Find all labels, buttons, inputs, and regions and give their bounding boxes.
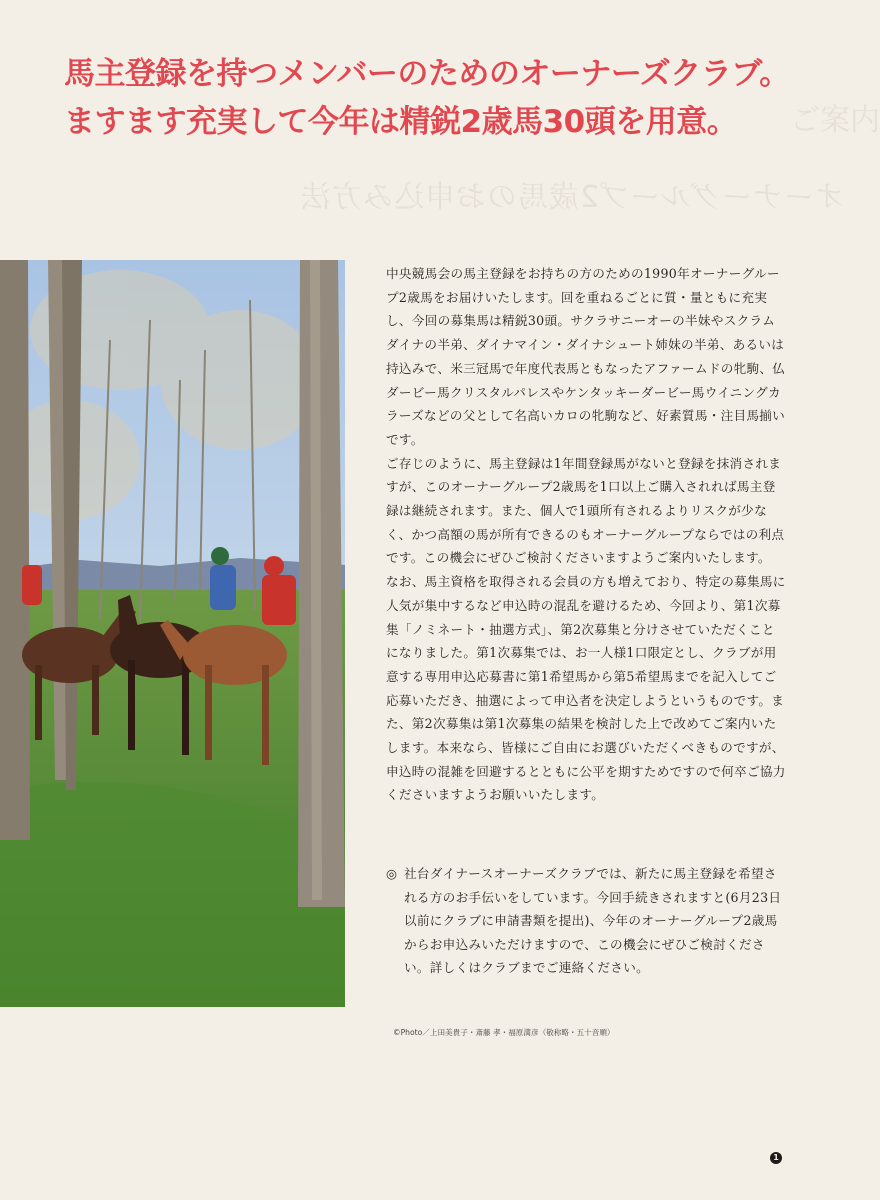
page-number: 1 <box>770 1152 782 1164</box>
note-text: 社台ダイナースオーナーズクラブでは、新たに馬主登録を希望される方のお手伝いをしています。今回手続きされますと(6月23日以前にクラブに申請書類を提出)、今年のオーナーグループ2歳馬からお申込みいただけますので、この機会にぜひご検討ください。詳しくはクラブまでご連絡ください。 <box>404 866 782 976</box>
photo-credit: ©Photo／上田美貴子・斎藤 孝・福原満彦（敬称略・五十音順） <box>393 1028 615 1037</box>
body-paragraph-2: ご存じのように、馬主登録は1年間登録馬がないと登録を抹消されますが、このオーナーグループ2歳馬を1口以上ご購入されれば馬主登録は継続されます。また、個人で1頭所有されるよりリスクが少なく、かつ高額の馬が所有できるのもオーナーグループならではの利点です。この機会にぜひご検討くださいますようご案内いたします。 <box>386 455 785 566</box>
show-through-text-2: ご案内 <box>790 103 880 138</box>
headline-line-1: 馬主登録を持つメンバーのためのオーナーズクラブ。 <box>64 56 790 92</box>
headline-line-2: ますます充実して今年は精鋭2歳馬30頭を用意。 <box>64 104 738 140</box>
horses-in-forest-photo <box>0 260 345 1007</box>
headline <box>64 50 804 146</box>
body-paragraph-3: なお、馬主資格を取得される会員の方も増えており、特定の募集馬に人気が集中するなど申込時の混乱を避けるため、今回より、第1次募集「ノミネート・抽選方式」、第2次募集と分けさせていただくことになりました。第1次募集では、お一人様1口限定とし、クラブが用意する専用申込応募書に第1希望馬から第5希望馬までを記入してご応募いただき、抽選によって申込者を決定しようというものです。また、第2次募集は第1次募集の結果を検討した上で改めてご案内いたします。本来なら、皆様にご自由にお選びいただくべきものですが、申込時の混雑を回避するとともに公平を期すためですので何卒ご協力くださいますようお願いいたします。 <box>386 574 786 803</box>
membership-note <box>386 862 786 980</box>
double-circle-icon: ◎ <box>386 866 398 881</box>
body-paragraph-1: 中央競馬会の馬主登録をお持ちの方のための1990年オーナーグループ2歳馬をお届けいたします。回を重ねるごとに質・量ともに充実し、今回の募集馬は精鋭30頭。サクラサニーオーの半妹やスクラムダイナの半弟、ダイナマイン・ダイナシュート姉妹の半弟、あるいは持込みで、米三冠馬で年度代表馬ともなったアファームドの牝駒、仏ダービー馬クリスタルパレスやケンタッキーダービー馬ウイニングカラーズなどの父として名高いカロの牝駒など、好素質馬・注目馬揃いです。 <box>386 266 786 447</box>
show-through-text: オーナーグループ2歳馬のお申込み方法 <box>300 180 845 215</box>
body-text <box>386 262 786 807</box>
